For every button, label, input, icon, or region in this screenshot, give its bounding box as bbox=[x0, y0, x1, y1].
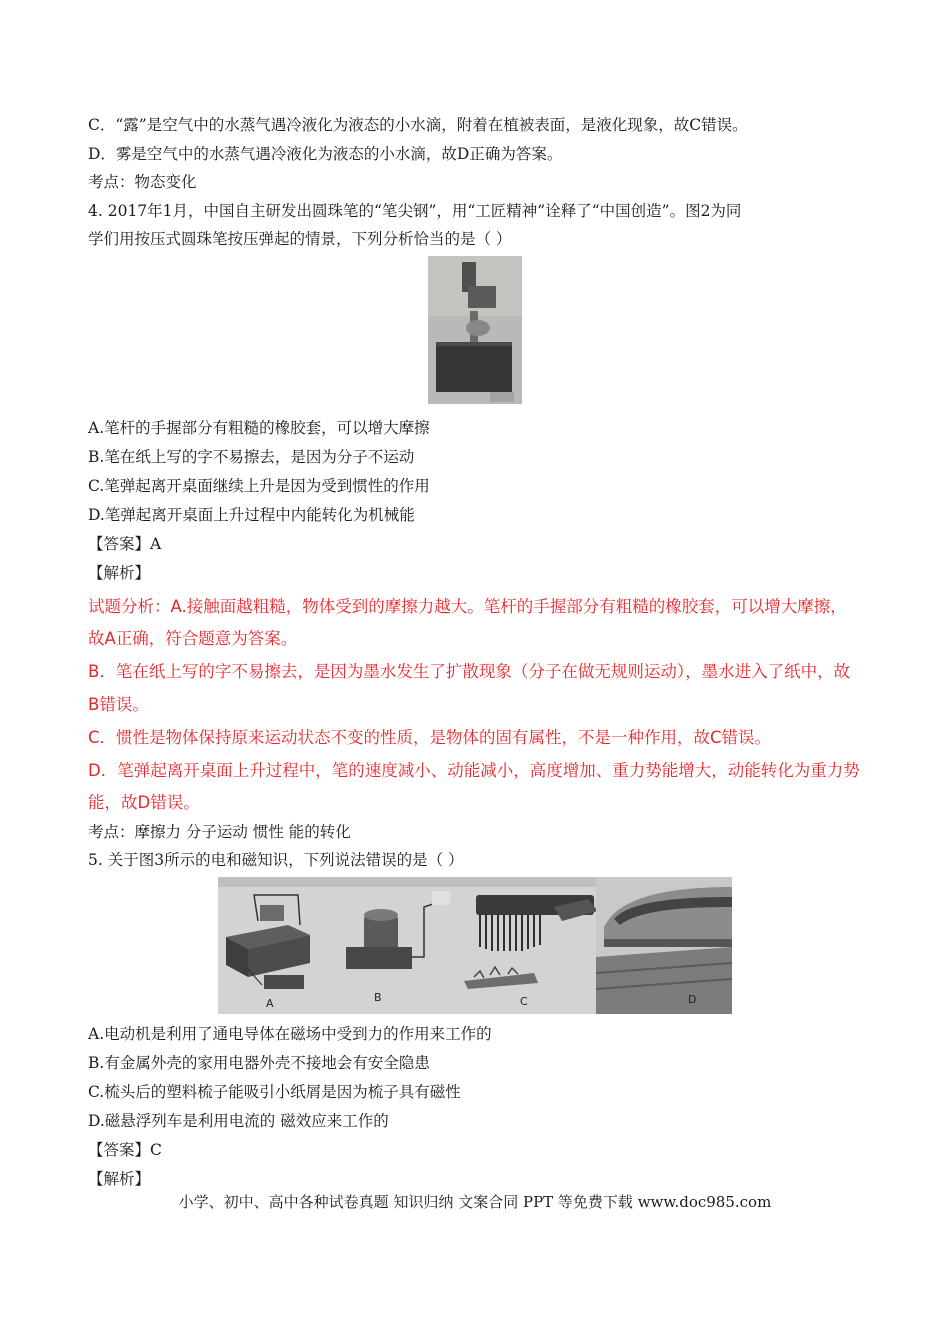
option-d: D.笔弹起离开桌面上升过程中内能转化为机械能 bbox=[88, 506, 415, 524]
page-footer: 小学、初中、高中各种试卷真题 知识归纳 文案合同 PPT 等免费下载 www.doc985.com bbox=[178, 1193, 772, 1211]
answer: 【答案】A bbox=[88, 535, 162, 553]
analysis-red-line: 故A正确，符合题意为答案。 bbox=[88, 629, 298, 648]
analysis-heading: 【解析】 bbox=[88, 564, 151, 582]
question-4-stem-cont: 学们用按压式圆珠笔按压弹起的情景，下列分析恰当的是（ ） bbox=[88, 230, 512, 248]
knowledge-points: 考点：摩擦力 分子运动 惯性 能的转化 bbox=[88, 823, 351, 841]
question-5-stem: 5. 关于图3所示的电和磁知识，下列说法错误的是（ ） bbox=[88, 851, 464, 869]
option-a: A.电动机是利用了通电导体在磁场中受到力的作用来工作的 bbox=[88, 1025, 492, 1043]
option-c: C.笔弹起离开桌面继续上升是因为受到惯性的作用 bbox=[88, 477, 430, 495]
text-line: C．“露”是空气中的水蒸气遇冷液化为液态的小水滴，附着在植被表面，是液化现象，故C错误。 bbox=[88, 116, 748, 134]
figure-3-label-a: A bbox=[266, 997, 274, 1010]
analysis-red-line: C．惯性是物体保持原来运动状态不变的性质，是物体的固有属性，不是一种作用，故C错误。 bbox=[88, 728, 772, 747]
answer: 【答案】C bbox=[88, 1141, 162, 1159]
option-a: A.笔杆的手握部分有粗糙的橡胶套，可以增大摩擦 bbox=[88, 419, 430, 437]
option-b: B.有金属外壳的家用电器外壳不接地会有安全隐患 bbox=[88, 1054, 430, 1072]
option-b: B.笔在纸上写的字不易擦去，是因为分子不运动 bbox=[88, 448, 415, 466]
analysis-red-line: 试题分析：A.接触面越粗糙，物体受到的摩擦力越大。笔杆的手握部分有粗糙的橡胶套，可以增大摩擦， bbox=[88, 597, 847, 616]
analysis-red-line: D．笔弹起离开桌面上升过程中，笔的速度减小、动能减小，高度增加、重力势能增大，动能转化为重力势 bbox=[88, 761, 860, 780]
option-c: C.梳头后的塑料梳子能吸引小纸屑是因为梳子具有磁性 bbox=[88, 1083, 461, 1101]
figure-3-label-c: C bbox=[520, 995, 528, 1008]
text-line: D．雾是空气中的水蒸气遇冷液化为液态的小水滴，故D正确为答案。 bbox=[88, 145, 563, 163]
figure-3-label-b: B bbox=[374, 991, 382, 1004]
analysis-red-line: 能，故D错误。 bbox=[88, 793, 200, 812]
analysis-red-line: B错误。 bbox=[88, 695, 149, 714]
analysis-red-line: B．笔在纸上写的字不易擦去，是因为墨水发生了扩散现象（分子在做无规则运动），墨水进入了纸中，故 bbox=[88, 662, 851, 681]
figure-2-pen-photo bbox=[428, 256, 522, 404]
figure-3-label-d: D bbox=[688, 993, 697, 1006]
question-4-stem: 4. 2017年1月，中国自主研发出圆珠笔的“笔尖钢”，用“工匠精神”诠释了“中国创造”。图2为同 bbox=[88, 202, 742, 220]
figure-3-electricity-magnetism bbox=[218, 877, 732, 1014]
analysis-heading: 【解析】 bbox=[88, 1170, 151, 1188]
option-d: D.磁悬浮列车是利用电流的 磁效应来工作的 bbox=[88, 1112, 389, 1130]
text-line: 考点：物态变化 bbox=[88, 173, 197, 191]
